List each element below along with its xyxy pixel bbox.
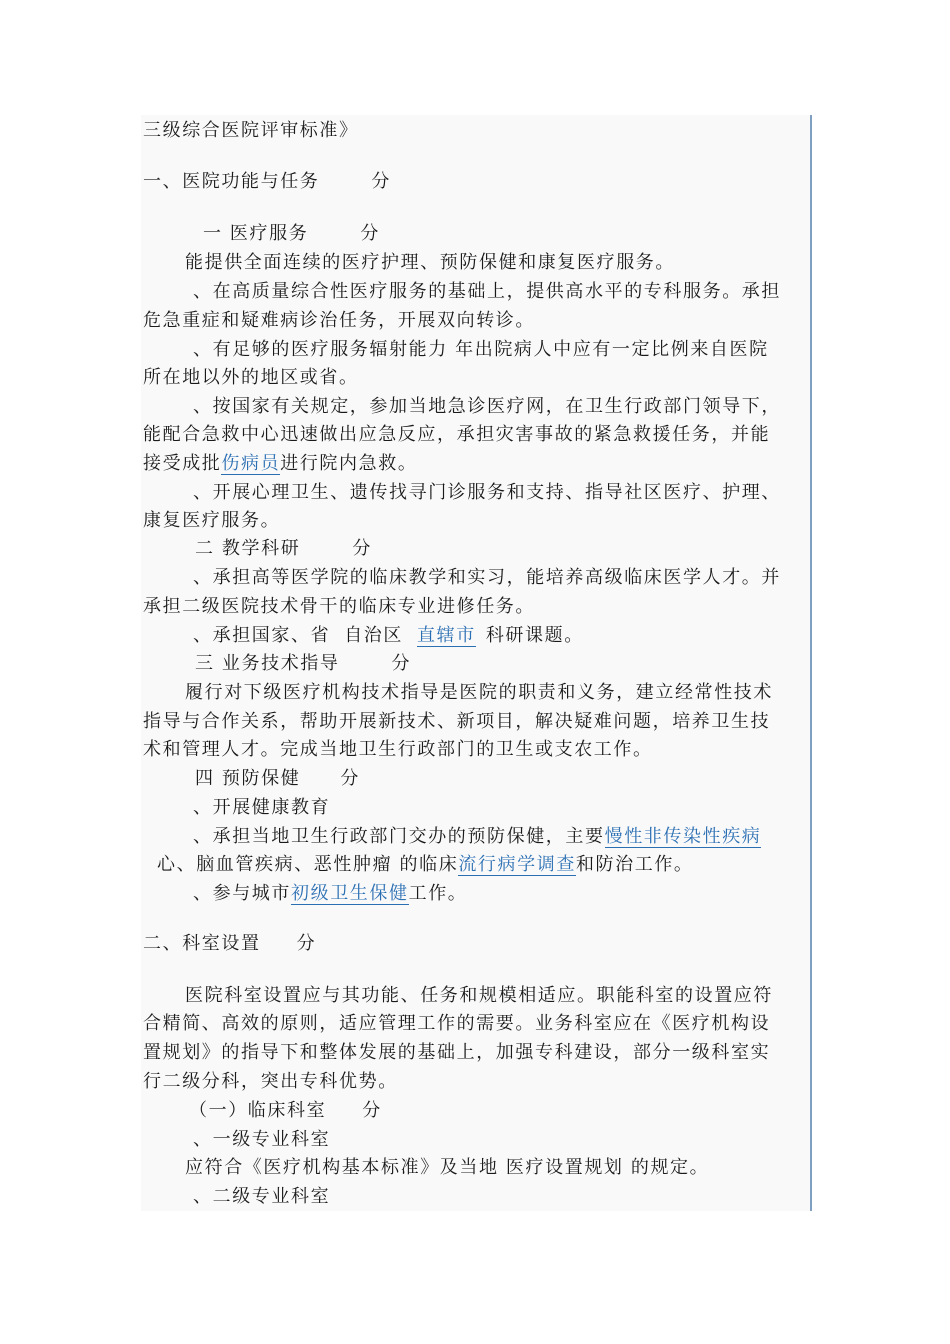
paragraph-line: 所在地以外的地区或省。: [143, 367, 359, 388]
score-label: 分: [352, 538, 372, 559]
paragraph-line: 、一级专业科室: [193, 1129, 331, 1150]
paragraph-line: 、有足够的医疗服务辐射能力 年出院病人中应有一定比例来自医院: [193, 339, 769, 360]
document-title: 三级综合医院评审标准》: [143, 120, 359, 141]
score-label: 分: [340, 768, 360, 789]
paragraph-line: 、开展健康教育: [193, 797, 331, 818]
link-epidemiology[interactable]: 流行病学调查: [458, 854, 576, 875]
score-label: 分: [296, 933, 317, 954]
paragraph-line: 履行对下级医疗机构技术指导是医院的职责和义务，建立经常性技术: [185, 682, 773, 703]
paragraph-line: 行二级分科，突出专科优势。: [143, 1071, 398, 1092]
paragraph-line: 、承担当地卫生行政部门交办的预防保健，主要慢性非传染性疾病: [193, 826, 762, 847]
paragraph-line: 、承担国家、省 自治区 直辖市 科研课题。: [193, 625, 584, 646]
paragraph-line: 能配合急救中心迅速做出应急反应，承担灾害事故的紧急救援任务，并能: [143, 424, 771, 445]
subsection-heading: 四 预防保健 分: [195, 768, 360, 789]
subsection-heading: （一）临床科室 分: [189, 1100, 382, 1121]
paragraph-line: 置规划》的指导下和整体发展的基础上，加强专科建设，部分一级科室实: [143, 1042, 771, 1063]
paragraph-line: 能提供全面连续的医疗护理、预防保健和康复医疗服务。: [185, 252, 675, 273]
paragraph-line: 合精简、高效的原则，适应管理工作的需要。业务科室应在《医疗机构设: [143, 1013, 771, 1034]
subsection-heading: 三 业务技术指导 分: [195, 653, 412, 674]
paragraph-line: 术和管理人才。完成当地卫生行政部门的卫生或支农工作。: [143, 739, 653, 760]
paragraph-line: 康复医疗服务。: [143, 510, 281, 531]
paragraph-line: 心、脑血管疾病、恶性肿瘤 的临床流行病学调查和防治工作。: [157, 854, 694, 875]
score-label: 分: [371, 171, 392, 192]
subsection-heading: 二 教学科研 分: [195, 538, 372, 559]
paragraph-line: 指导与合作关系，帮助开展新技术、新项目，解决疑难问题，培养卫生技: [143, 711, 771, 732]
paragraph-line: 、二级专业科室: [193, 1186, 331, 1207]
paragraph-line: 危急重症和疑难病诊治任务，开展双向转诊。: [143, 310, 535, 331]
paragraph-line: 、按国家有关规定，参加当地急诊医疗网，在卫生行政部门领导下，: [193, 396, 781, 417]
subsection-heading: 一 医疗服务 分: [203, 223, 380, 244]
paragraph-line: 、承担高等医学院的临床教学和实习，能培养高级临床医学人才。并: [193, 567, 781, 588]
section-heading: 二、科室设置 分: [143, 933, 317, 954]
link-municipality[interactable]: 直辖市: [417, 625, 476, 646]
link-primary-health[interactable]: 初级卫生保健: [291, 883, 409, 904]
paragraph-line: 应符合《医疗机构基本标准》及当地 医疗设置规划 的规定。: [185, 1157, 710, 1178]
paragraph-line: 、在高质量综合性医疗服务的基础上，提供高水平的专科服务。承担: [193, 281, 781, 302]
paragraph-line: 、开展心理卫生、遗传找寻门诊服务和支持、指导社区医疗、护理、: [193, 482, 781, 503]
paragraph-line: 接受成批伤病员进行院内急救。: [143, 453, 418, 474]
link-casualties[interactable]: 伤病员: [221, 453, 281, 474]
score-label: 分: [362, 1100, 382, 1121]
link-chronic-disease[interactable]: 慢性非传染性疾病: [604, 826, 762, 847]
score-label: 分: [360, 223, 380, 244]
paragraph-line: 医院科室设置应与其功能、任务和规模相适应。职能科室的设置应符: [185, 985, 773, 1006]
paragraph-line: 承担二级医院技术骨干的临床专业进修任务。: [143, 596, 535, 617]
score-label: 分: [391, 653, 412, 674]
section-heading: 一、医院功能与任务 分: [143, 171, 392, 192]
paragraph-line: 、参与城市初级卫生保健工作。: [193, 883, 468, 904]
